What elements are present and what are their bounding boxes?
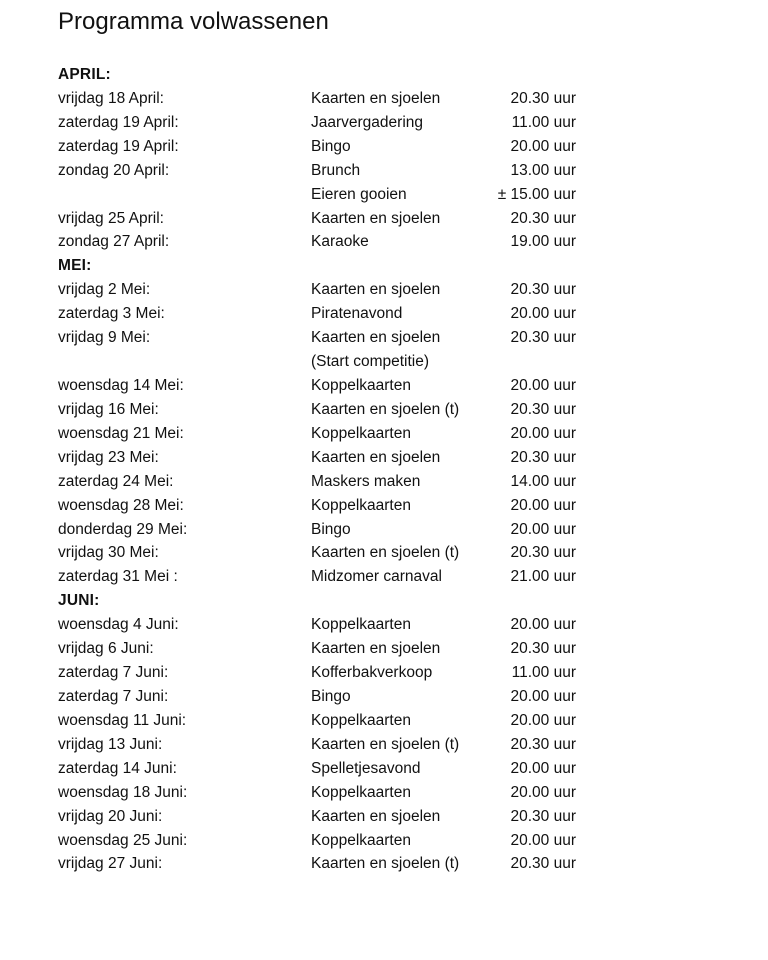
event-time: 20.00 uur <box>510 424 576 442</box>
event-activity: Koppelkaarten <box>311 496 411 514</box>
schedule-row <box>58 470 598 494</box>
event-activity: Kaarten en sjoelen <box>311 281 441 299</box>
schedule-row <box>58 135 598 159</box>
schedule-list <box>58 63 598 876</box>
event-activity: Kaarten en sjoelen <box>311 807 441 825</box>
event-date: vrijdag 6 Juni: <box>58 640 154 658</box>
schedule-row <box>58 230 598 254</box>
event-date: zaterdag 24 Mei: <box>58 472 174 490</box>
event-date: vrijdag 2 Mei: <box>58 281 151 299</box>
event-activity: Kaarten en sjoelen (t) <box>311 735 460 753</box>
event-date: vrijdag 18 April: <box>58 89 164 107</box>
schedule-row <box>58 661 598 685</box>
schedule-row <box>58 805 598 829</box>
event-activity: Koppelkaarten <box>311 376 411 394</box>
event-activity: Bingo <box>311 137 351 155</box>
event-activity: Koppelkaarten <box>311 831 411 849</box>
schedule-row <box>58 709 598 733</box>
schedule-row <box>58 541 598 565</box>
schedule-row <box>58 302 598 326</box>
schedule-row <box>58 207 598 231</box>
event-activity: Kaarten en sjoelen (t) <box>311 544 460 562</box>
event-date: vrijdag 9 Mei: <box>58 329 151 347</box>
event-activity: Maskers maken <box>311 472 421 490</box>
event-date: vrijdag 23 Mei: <box>58 448 159 466</box>
month-heading <box>58 254 598 278</box>
event-time: 20.00 uur <box>510 137 576 155</box>
event-activity: Kaarten en sjoelen <box>311 209 441 227</box>
schedule-row <box>58 374 598 398</box>
event-date: woensdag 18 Juni: <box>58 783 188 801</box>
event-activity: Kofferbakverkoop <box>311 664 433 682</box>
event-activity: Kaarten en sjoelen <box>311 448 441 466</box>
event-time: 20.30 uur <box>510 640 576 658</box>
event-date: zaterdag 14 Juni: <box>58 759 177 777</box>
event-date: woensdag 25 Juni: <box>58 831 188 849</box>
event-time: 13.00 uur <box>510 161 576 179</box>
event-activity: Kaarten en sjoelen (t) <box>311 855 460 873</box>
event-activity: Kaarten en sjoelen <box>311 89 441 107</box>
event-time: 20.30 uur <box>510 89 576 107</box>
event-time: 20.00 uur <box>510 616 576 634</box>
event-time: 20.30 uur <box>510 209 576 227</box>
event-time: 20.30 uur <box>510 807 576 825</box>
event-activity: Kaarten en sjoelen <box>311 640 441 658</box>
schedule-row <box>58 87 598 111</box>
schedule-row <box>58 733 598 757</box>
schedule-row <box>58 422 598 446</box>
event-time: 20.00 uur <box>510 496 576 514</box>
schedule-row <box>58 278 598 302</box>
event-date: zaterdag 3 Mei: <box>58 305 165 323</box>
schedule-row <box>58 350 598 374</box>
event-time: 20.30 uur <box>510 544 576 562</box>
event-activity: Piratenavond <box>311 305 403 323</box>
event-time: 20.00 uur <box>510 783 576 801</box>
event-date: vrijdag 13 Juni: <box>58 735 163 753</box>
event-date: zaterdag 7 Juni: <box>58 664 169 682</box>
event-date: vrijdag 16 Mei: <box>58 400 159 418</box>
schedule-row <box>58 326 598 350</box>
event-time: 19.00 uur <box>510 233 576 251</box>
event-time: 11.00 uur <box>511 664 576 682</box>
event-date: zaterdag 19 April: <box>58 137 179 155</box>
event-date: vrijdag 27 Juni: <box>58 855 163 873</box>
event-time: 20.00 uur <box>510 831 576 849</box>
event-date: donderdag 29 Mei: <box>58 520 188 538</box>
event-time: 21.00 uur <box>510 568 576 586</box>
schedule-row <box>58 183 598 207</box>
event-date: zaterdag 31 Mei : <box>58 568 178 586</box>
event-time: ± 15.00 uur <box>497 185 576 203</box>
event-activity: Koppelkaarten <box>311 711 411 729</box>
month-label: JUNI: <box>58 592 100 610</box>
event-activity: (Start competitie) <box>311 353 430 371</box>
event-date: woensdag 21 Mei: <box>58 424 184 442</box>
event-time: 20.00 uur <box>510 520 576 538</box>
schedule-row <box>58 111 598 135</box>
event-date: zondag 27 April: <box>58 233 170 251</box>
schedule-row <box>58 518 598 542</box>
event-activity: Spelletjesavond <box>311 759 421 777</box>
event-date: zondag 20 April: <box>58 161 170 179</box>
event-time: 20.00 uur <box>510 711 576 729</box>
event-date: vrijdag 25 April: <box>58 209 164 227</box>
schedule-row <box>58 446 598 470</box>
event-date: woensdag 14 Mei: <box>58 376 184 394</box>
event-date: vrijdag 20 Juni: <box>58 807 163 825</box>
schedule-row <box>58 637 598 661</box>
event-activity: Jaarvergadering <box>311 113 424 131</box>
schedule-row <box>58 613 598 637</box>
schedule-row <box>58 829 598 853</box>
schedule-row <box>58 781 598 805</box>
event-time: 20.00 uur <box>510 305 576 323</box>
schedule-row <box>58 494 598 518</box>
event-time: 20.00 uur <box>510 376 576 394</box>
event-activity: Koppelkaarten <box>311 616 411 634</box>
event-date: vrijdag 30 Mei: <box>58 544 159 562</box>
month-label: MEI: <box>58 257 92 275</box>
schedule-row <box>58 757 598 781</box>
event-date: woensdag 28 Mei: <box>58 496 184 514</box>
month-heading <box>58 589 598 613</box>
event-activity: Koppelkaarten <box>311 783 411 801</box>
month-heading <box>58 63 598 87</box>
event-activity: Kaarten en sjoelen <box>311 329 441 347</box>
event-time: 20.30 uur <box>510 329 576 347</box>
event-time: 20.30 uur <box>510 400 576 418</box>
event-activity: Kaarten en sjoelen (t) <box>311 400 460 418</box>
event-time: 20.30 uur <box>510 448 576 466</box>
event-activity: Bingo <box>311 687 351 705</box>
schedule-row <box>58 565 598 589</box>
event-activity: Koppelkaarten <box>311 424 411 442</box>
page-title: Programma volwassenen <box>58 8 329 35</box>
event-time: 11.00 uur <box>511 113 576 131</box>
schedule-row <box>58 852 598 876</box>
event-time: 20.30 uur <box>510 281 576 299</box>
event-date: zaterdag 19 April: <box>58 113 179 131</box>
event-time: 20.00 uur <box>510 687 576 705</box>
event-activity: Bingo <box>311 520 351 538</box>
event-time: 20.00 uur <box>510 759 576 777</box>
event-date: woensdag 11 Juni: <box>58 711 187 729</box>
schedule-row <box>58 398 598 422</box>
event-activity: Midzomer carnaval <box>311 568 442 586</box>
schedule-row <box>58 685 598 709</box>
event-date: woensdag 4 Juni: <box>58 616 179 634</box>
event-time: 20.30 uur <box>510 855 576 873</box>
schedule-row <box>58 159 598 183</box>
event-time: 20.30 uur <box>510 735 576 753</box>
event-date: zaterdag 7 Juni: <box>58 687 169 705</box>
month-label: APRIL: <box>58 66 111 83</box>
event-time: 14.00 uur <box>510 472 576 490</box>
event-activity: Brunch <box>311 161 361 179</box>
event-activity: Eieren gooien <box>311 185 407 203</box>
event-activity: Karaoke <box>311 233 369 251</box>
